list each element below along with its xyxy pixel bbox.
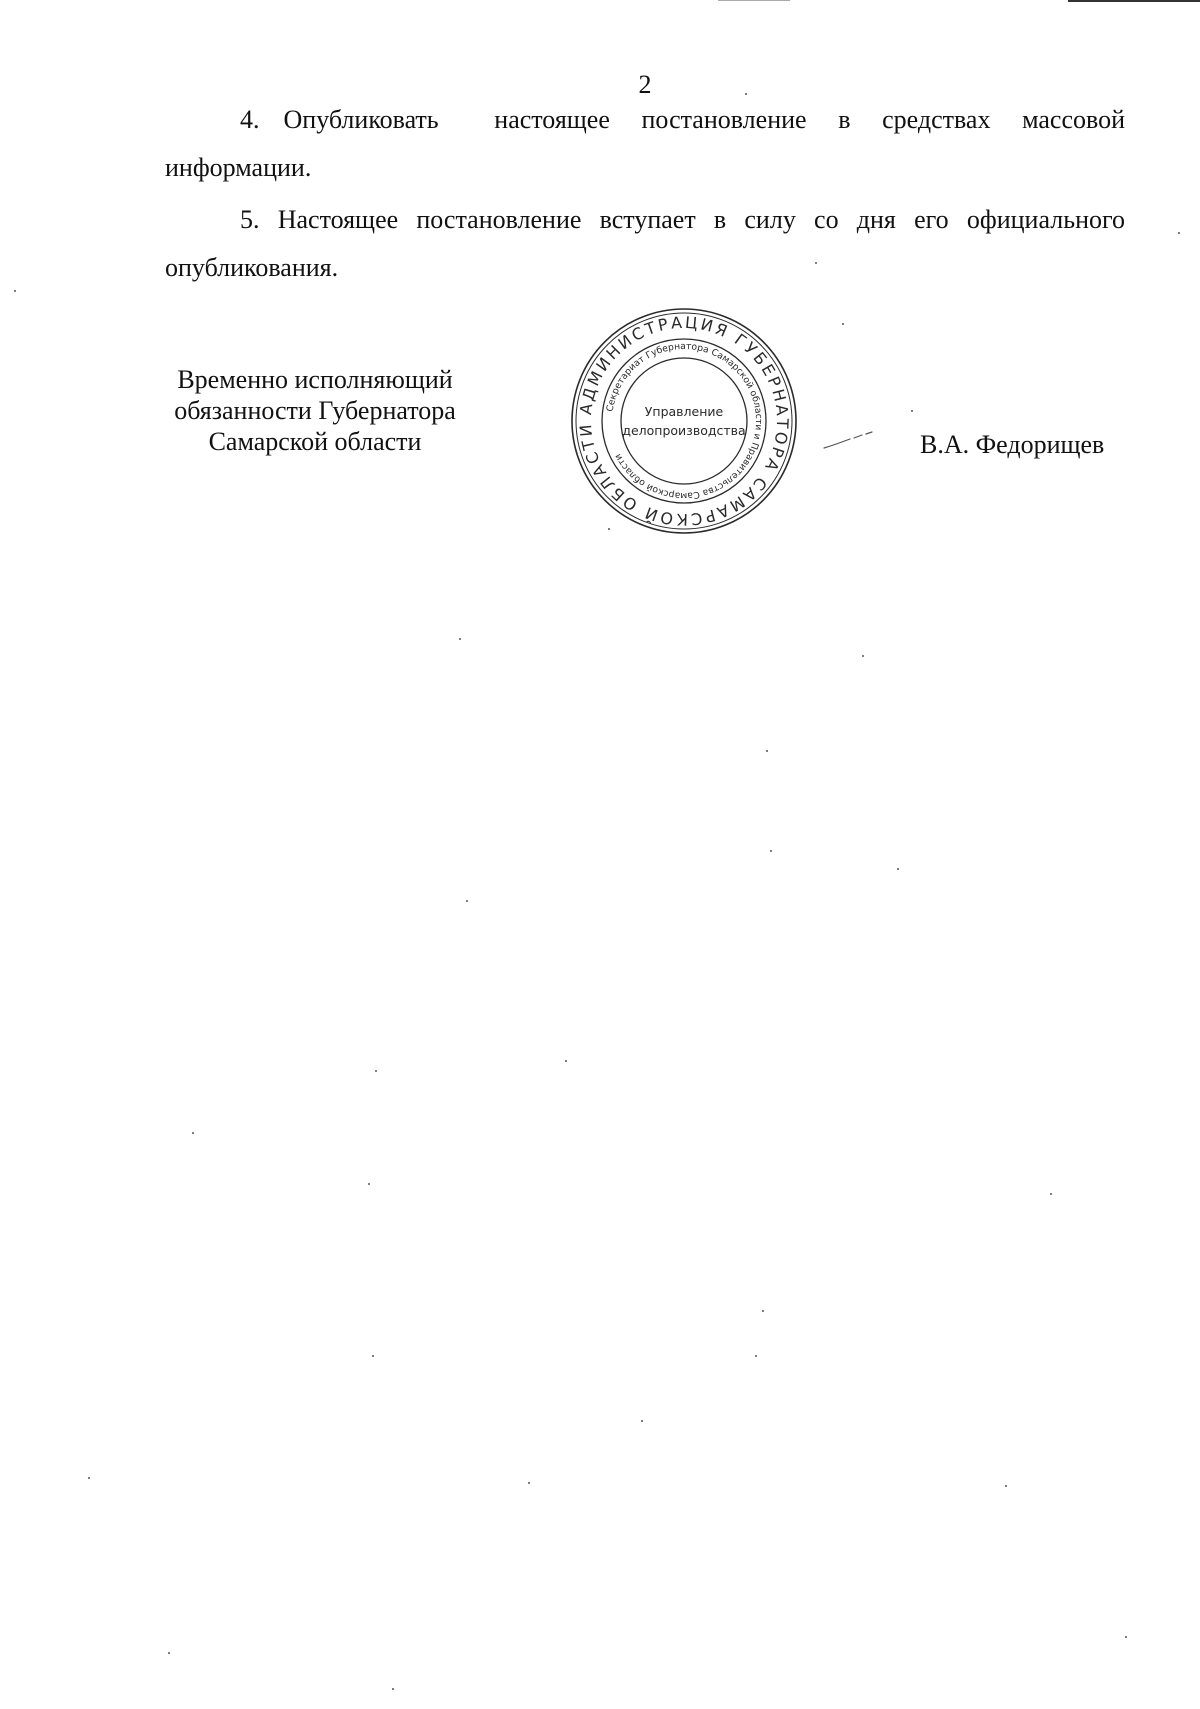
signer-title-line: Самарской области [208,427,422,456]
scan-speck [911,410,913,412]
paragraph-5-text: 5. Настоящее постановление вступает в силу со дня его официального опубликования. [165,205,1125,282]
scan-speck [842,323,844,325]
scan-speck [755,1355,757,1357]
paragraph-5 [165,196,1125,292]
scan-speck [770,850,772,852]
stamp-center-line-1: Управление [644,404,724,419]
scan-speck [608,528,610,530]
signer-title-line: обязанности Губернатора [174,396,456,425]
stamp-inner-ring-text: Секретариат Губернатора Самарской области и Правительства Самарской области [604,340,765,502]
scan-speck [897,868,899,870]
scan-speck [368,1183,370,1185]
scan-speck [745,93,747,95]
scan-speck [375,1070,377,1072]
scan-edge-mark [718,0,790,1]
paragraph-4-text: настоящее постановление в средствах массовой информации. [165,105,1126,182]
signer-name: В.А. Федорищев [920,430,1105,459]
scan-speck [862,655,864,657]
scan-speck [762,1310,764,1312]
paragraph-4-number: 4. [240,105,260,134]
scan-speck [372,1355,374,1357]
scan-edge-mark [1068,0,1200,2]
signature-mark [822,428,878,454]
scan-speck [14,290,16,292]
scan-speck [528,1482,530,1484]
scan-speck [88,1477,90,1479]
paragraph-4-word: Опубликовать [283,105,439,134]
scan-speck [1050,1193,1052,1195]
stamp-outer-text: АДМИНИСТРАЦИЯ ГУБЕРНАТОРА САМАРСКОЙ ОБЛАСТИ [575,312,793,530]
scan-speck [168,1652,170,1654]
page-number: 2 [638,70,652,99]
scan-speck [565,1060,567,1062]
stamp-center-line-2: делопроизводства [622,423,746,438]
scan-speck [815,262,817,264]
scan-speck [466,900,468,902]
scan-speck [1125,1636,1127,1638]
scan-speck [392,1688,394,1690]
paragraph-4 [165,96,1125,192]
scan-speck [192,1132,194,1134]
official-stamp [568,305,800,537]
scan-speck [641,1420,643,1422]
scan-speck [459,638,461,640]
signer-title [150,364,480,457]
signer-title-line: Временно исполняющий [177,365,453,394]
scan-speck [766,750,768,752]
scan-speck [1005,1485,1007,1487]
scan-speck [1178,232,1180,234]
